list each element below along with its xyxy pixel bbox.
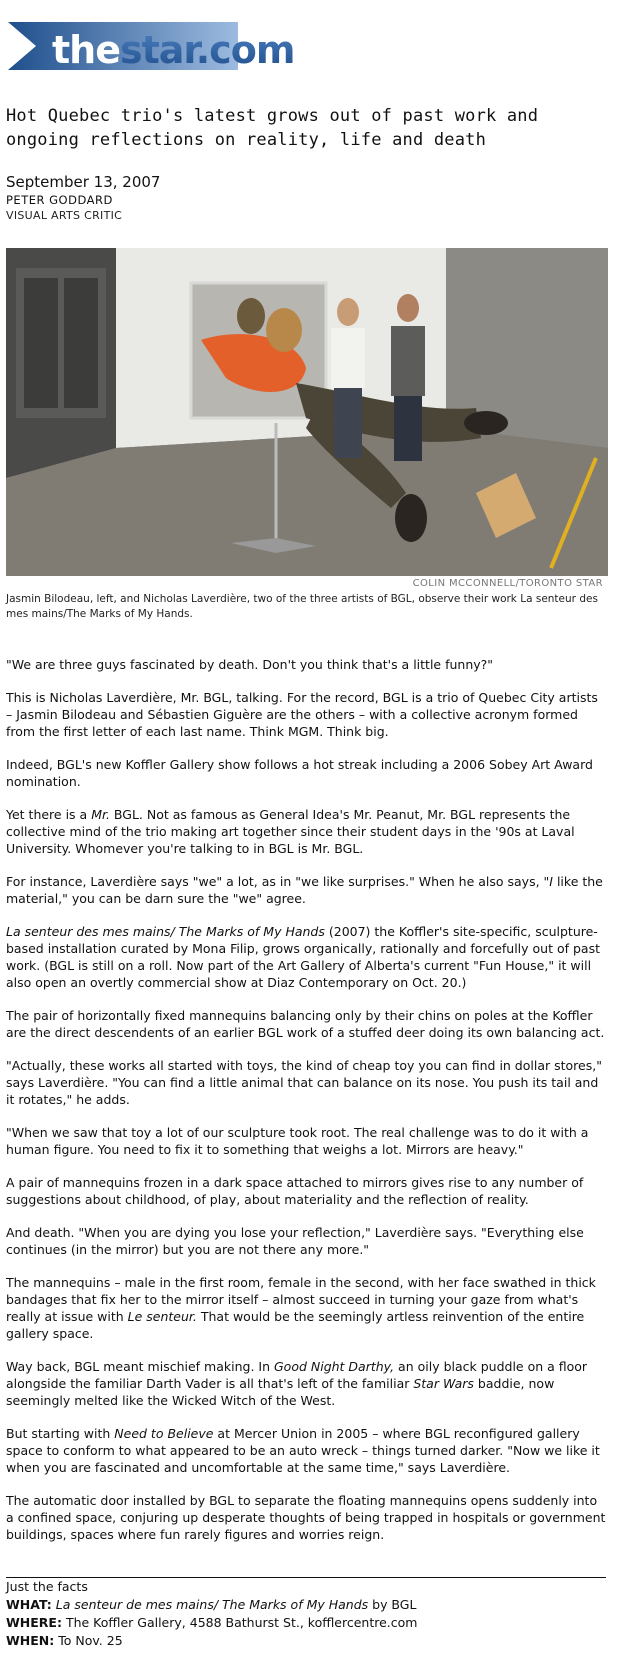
paragraph-5-text-b: like the material," you can be darn sure the "we" agree.	[6, 874, 603, 906]
paragraph-13	[6, 1358, 606, 1409]
svg-text:thestar.com	[52, 28, 294, 72]
paragraph-13-text-b: an oily black puddle on a floor alongside the familiar Darth Vader is all that's left of the familiar	[6, 1359, 588, 1391]
article-date: September 13, 2007	[6, 173, 161, 191]
paragraph-12-work-title: Le senteur.	[127, 1309, 197, 1324]
paragraph-10: A pair of mannequins frozen in a dark space attached to mirrors gives rise to any number of suggestions about childhood, of play, about materiality and the reflection of reality.	[6, 1175, 584, 1207]
fact-what	[6, 1596, 606, 1614]
facts-box	[6, 1577, 606, 1650]
paragraph-12-text-b: That would be the seemingly artless reinvention of the entire gallery space.	[6, 1309, 585, 1341]
paragraph-13-text-a: Way back, BGL meant mischief making. In	[6, 1359, 274, 1374]
paragraph-6-text: (2007) the Koffler's site-specific, sculpture-based installation curated by Mona Filip, grows organically, rationally and forcefully out of past work. (BGL is still on a roll. Now part of the Art Gallery of Alberta's current "Fun House," it will also open an overtly commercial show at Diaz Contemporary on Oct. 20.)	[6, 924, 601, 990]
paragraph-12	[6, 1274, 606, 1342]
fact-where	[6, 1614, 606, 1632]
paragraph-14	[6, 1425, 606, 1476]
paragraph-13-work-title: Good Night Darthy,	[273, 1359, 395, 1374]
paragraph-4-text-a: Yet there is a	[6, 807, 92, 822]
paragraph-15: The automatic door installed by BGL to separate the floating mannequins opens suddenly into a confined space, conjuring up desperate thoughts of being trapped in hospitals or government buildings, spaces where fun rarely figures and worries reign.	[6, 1493, 606, 1542]
article-photo	[6, 248, 608, 576]
paragraph-14-text-a: But starting with	[6, 1426, 115, 1441]
headline-line-2: ongoing reflections on reality, life and death	[6, 130, 487, 150]
paragraph-4-emphasis: Mr.	[91, 807, 110, 822]
author-role: VISUAL ARTS CRITIC	[6, 209, 123, 222]
logo-dotcom: .com	[195, 28, 295, 72]
logo-star: star	[120, 28, 196, 72]
paragraph-13-text-c: baddie, now seemingly melted like the Wicked Witch of the West.	[6, 1376, 555, 1408]
thestar-logo[interactable]	[8, 18, 338, 78]
paragraph-2: This is Nicholas Laverdière, Mr. BGL, talking. For the record, BGL is a trio of Quebec City artists – Jasmin Bilodeau and Sébastien Giguère are the others – with a collective acronym formed from the first letter of each last name. Think MGM. Think big.	[6, 690, 598, 739]
paragraph-6	[6, 923, 606, 991]
headline-line-1: Hot Quebec trio's latest grows out of past work and	[6, 106, 539, 126]
fact-what-title: La senteur de mes mains/ The Marks of My Hands	[55, 1597, 369, 1612]
article-body	[6, 656, 606, 1559]
paragraph-12-text-a: The mannequins – male in the first room, female in the second, with her face swathed in thick bandages that fix her to the mirror itself – almost succeed in turning your gaze from what's really at issue with	[6, 1275, 596, 1324]
paragraph-5	[6, 873, 606, 907]
fact-where-label: WHERE:	[6, 1615, 62, 1630]
photo-caption: Jasmin Bilodeau, left, and Nicholas Laverdière, two of the three artists of BGL, observe their work La senteur des mes mains/The Marks of My Hands.	[6, 593, 598, 620]
paragraph-11: And death. "When you are dying you lose your reflection," Laverdière says. "Everything else continues (in the mirror) but you are not there any more."	[6, 1225, 584, 1257]
paragraph-9: "When we saw that toy a lot of our sculpture took root. The real challenge was to do it with a human figure. You need to fix it to something that weighs a lot. Mirrors are heavy."	[6, 1125, 589, 1157]
fact-when-value: To Nov. 25	[58, 1633, 123, 1648]
paragraph-1: "We are three guys fascinated by death. Don't you think that's a little funny?"	[6, 657, 494, 672]
article-headline	[6, 104, 566, 152]
photo-credit: COLIN MCCONNELL/TORONTO STAR	[412, 578, 603, 589]
paragraph-8: "Actually, these works all started with toys, the kind of cheap toy you can find in dollar stores," says Laverdière. "You can find a little animal that can balance on its nose. You push its tail and it rotates," he adds.	[6, 1058, 602, 1107]
paragraph-14-text-b: at Mercer Union in 2005 – where BGL reconfigured gallery space to conform to what appeared to be an auto wreck – things turned darker. "Now we like it when you are fascinated and uncomfortable at the same time," says Laverdière.	[6, 1426, 600, 1475]
fact-when-label: WHEN:	[6, 1633, 55, 1648]
paragraph-4-text-b: BGL. Not as famous as General Idea's Mr. Peanut, Mr. BGL represents the collective mind of the trio making art together since their student days in the '90s at Laval University. Whomever you're talking to in BGL is Mr. BGL.	[6, 807, 575, 856]
facts-heading: Just the facts	[6, 1579, 88, 1594]
paragraph-4	[6, 806, 606, 857]
fact-where-value: The Koffler Gallery, 4588 Bathurst St., kofflercentre.com	[65, 1615, 418, 1630]
paragraph-13-film-title: Star Wars	[413, 1376, 474, 1391]
paragraph-14-work-title: Need to Believe	[114, 1426, 214, 1441]
paragraph-5-emphasis: I	[549, 874, 553, 889]
fact-when	[6, 1632, 606, 1650]
paragraph-3: Indeed, BGL's new Koffler Gallery show follows a hot streak including a 2006 Sobey Art Award nomination.	[6, 757, 593, 789]
article-author: PETER GODDARD	[6, 193, 113, 207]
paragraph-5-text-a: For instance, Laverdière says "we" a lot, as in "we like surprises." When he also says, "	[6, 874, 550, 889]
fact-what-rest: by BGL	[368, 1597, 417, 1612]
paragraph-6-work-title: La senteur des mes mains/ The Marks of My Hands	[6, 924, 325, 939]
fact-what-label: WHAT:	[6, 1597, 52, 1612]
logo-the: the	[52, 28, 120, 72]
paragraph-7: The pair of horizontally fixed mannequins balancing only by their chins on poles at the Koffler are the direct descendents of an earlier BGL work of a stuffed deer doing its own balancing act.	[6, 1008, 605, 1040]
